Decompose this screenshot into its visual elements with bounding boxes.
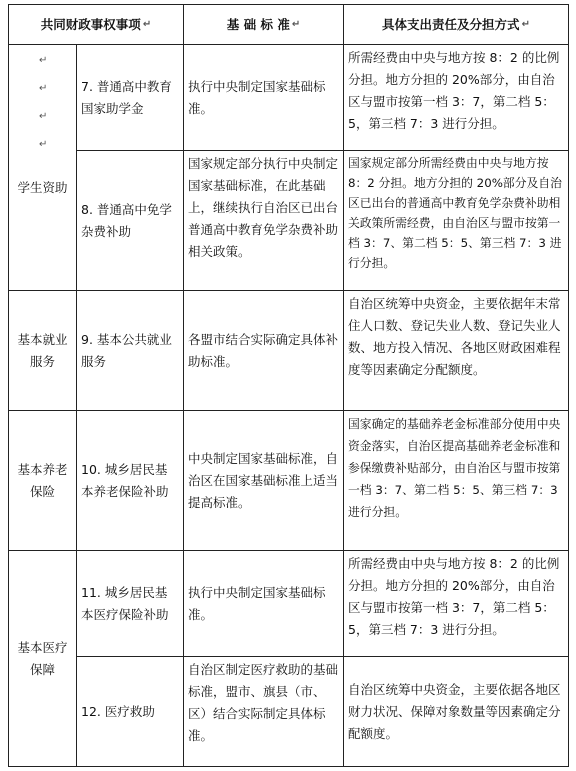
method-text: 国家确定的基础养老金标准部分使用中央资金落实，自治区提高基础养老金标准和参保缴费补贴部分，由自治区与盟市按第一档 3：7、第二档 5：5、第三档 7：3 进行分担。 xyxy=(348,417,561,519)
item-text: 11. 城乡居民基本医疗保险补助 xyxy=(81,584,169,622)
category-pension xyxy=(9,411,77,551)
paragraph-mark-icon: ↵ xyxy=(142,18,152,30)
item-text: 10. 城乡居民基本养老保险补助 xyxy=(81,461,169,499)
method-text: 所需经费由中央与地方按 8：2 的比例分担。地方分担的 20%部分，由自治区与盟市按第一档 3：7，第二档 5：5，第三档 7：3 进行分担。 xyxy=(348,50,560,131)
policy-table xyxy=(8,4,569,767)
table-row-method xyxy=(344,411,569,551)
table-row-method xyxy=(344,291,569,411)
table-row-item xyxy=(77,551,184,657)
standard-text: 中央制定国家基础标准，自治区在国家基础标准上适当提高标准。 xyxy=(188,450,339,510)
table-row-item xyxy=(77,411,184,551)
header-standard-text: 基 础 标 准 xyxy=(226,16,290,32)
header-standard xyxy=(184,5,344,45)
standard-text: 国家规定部分执行中央制定国家基础标准，在此基础上，继续执行自治区已出台普通高中教育免学杂费补助相关政策。 xyxy=(188,156,339,259)
header-matter xyxy=(9,5,184,45)
table-row-item xyxy=(77,657,184,767)
standard-text: 执行中央制定国家基础标准。 xyxy=(188,78,326,116)
table-row-method xyxy=(344,151,569,291)
item-text: 8. 普通高中免学杂费补助 xyxy=(81,201,172,239)
table-row-standard xyxy=(184,45,344,151)
method-text: 所需经费由中央与地方按 8：2 的比例分担。地方分担的 20%部分，由自治区与盟市按第一档 3：7，第二档 5：5，第三档 7：3 进行分担。 xyxy=(348,556,560,637)
category-employment xyxy=(9,291,77,411)
paragraph-mark-icon: ↵ xyxy=(291,18,301,30)
standard-text: 各盟市结合实际确定具体补助标准。 xyxy=(188,331,339,369)
table-row-item xyxy=(77,45,184,151)
table-row-standard xyxy=(184,551,344,657)
table-row-standard xyxy=(184,657,344,767)
category-medical-text: 基本医疗保障 xyxy=(17,639,68,677)
method-text: 自治区统筹中央资金，主要依据年末常住人口数、登记失业人数、登记失业人数、地方投入情况、各地区财政困难程度等因素确定分配额度。 xyxy=(348,296,561,377)
table-row-method xyxy=(344,551,569,657)
category-student-aid-text: 学生资助 xyxy=(17,179,68,195)
category-medical xyxy=(9,551,77,767)
item-text: 9. 基本公共就业服务 xyxy=(81,331,172,369)
paragraph-mark-icon: ↵ xyxy=(521,18,530,30)
table-row-item xyxy=(77,151,184,291)
item-text: 12. 医疗救助 xyxy=(81,703,155,719)
table-row-standard xyxy=(184,411,344,551)
standard-text: 自治区制定医疗救助的基础标准，盟市、旗县（市、区）结合实际制定具体标准。 xyxy=(188,662,339,743)
standard-text: 执行中央制定国家基础标准。 xyxy=(188,584,326,622)
table-row-method xyxy=(344,657,569,767)
table-row-item xyxy=(77,291,184,411)
category-student-aid xyxy=(9,45,77,291)
table-row-method xyxy=(344,45,569,151)
method-text: 国家规定部分所需经费由中央与地方按 8：2 分担。地方分担的 20%部分及自治区已出台的普通高中教育免学杂费补助相关政策所需经费，由自治区与盟市按第一档 3：7、第二档 5：5、第三档 7：3 进行分担。 xyxy=(348,156,562,270)
paragraph-marks: ↵ ↵ ↵ ↵ xyxy=(39,55,48,150)
table-row-standard xyxy=(184,291,344,411)
header-method xyxy=(344,5,569,45)
category-pension-text: 基本养老保险 xyxy=(17,461,68,499)
item-text: 7. 普通高中教育国家助学金 xyxy=(81,78,172,116)
header-method-text: 具体支出责任及分担方式 xyxy=(382,16,520,32)
method-text: 自治区统筹中央资金，主要依据各地区财力状况、保障对象数量等因素确定分配额度。 xyxy=(348,681,561,741)
category-employment-text: 基本就业服务 xyxy=(17,331,68,369)
header-matter-text: 共同财政事权事项 xyxy=(40,16,141,32)
table-row-standard xyxy=(184,151,344,291)
